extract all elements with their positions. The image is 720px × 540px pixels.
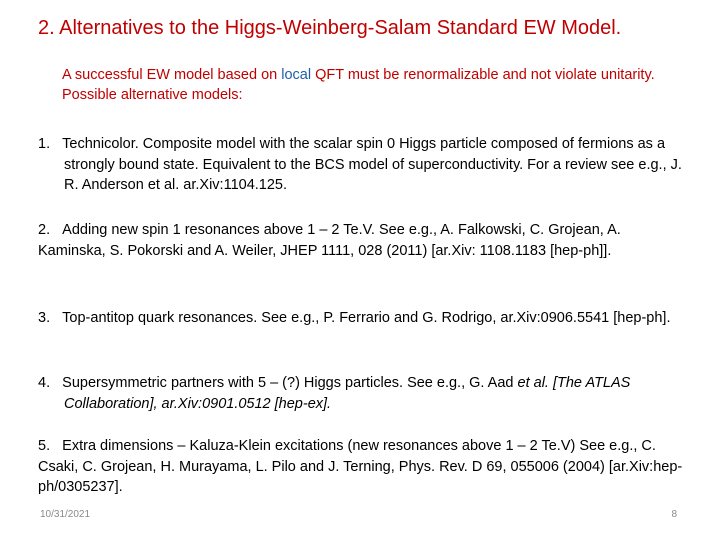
supersymmetry-text: 4. Supersymmetric partners with 5 – (?) Higgs particles. See e.g., G. Aad (38, 375, 518, 391)
intro-text-end: QFT must be renormalizable and not violate unitarity. Possible alternative models: (62, 67, 655, 103)
intro-paragraph (62, 65, 682, 105)
slide-title: 2. Alternatives to the Higgs-Weinberg-Salam Standard EW Model. (38, 17, 622, 39)
list-item-supersymmetry (38, 373, 688, 414)
page-number: 8 (671, 509, 677, 520)
list-item-spin1-resonances: 2. Adding new spin 1 resonances above 1 – 2 Te.V. See e.g., A. Falkowski, C. Grojean, A. Kaminska, S. Pokorski and A. Weiler, JHEP 1111, 028 (2011) [ar.Xiv: 1108.1183 [hep-ph]]. (38, 222, 621, 259)
list-item-top-antitop: 3. Top-antitop quark resonances. See e.g., P. Ferrario and G. Rodrigo, ar.Xiv:0906.5541 [hep-ph]. (38, 310, 671, 326)
intro-text-start: A successful EW model based on (62, 67, 282, 83)
supersymmetry-reference: et al. [The ATLAS Collaboration], ar.Xiv:0901.0512 [hep-ex]. (64, 375, 631, 412)
list-item-technicolor: 1. Technicolor. Composite model with the scalar spin 0 Higgs particle composed of fermions as a strongly bound state. Equivalent to the BCS model of superconductivity. For a review see e.g., J. R. Anderson et al. ar.Xiv:1104.125. (38, 136, 682, 193)
footer-date: 10/31/2021 (40, 509, 91, 520)
list-item-extra-dimensions: 5. Extra dimensions – Kaluza-Klein excitations (new resonances above 1 – 2 Te.V) See e.g., C. Csaki, C. Grojean, H. Murayama, L. Pilo and J. Terning, Phys. Rev. D 69, 055006 (2004) [ar.Xiv:hep-ph/0305237]. (38, 438, 683, 495)
intro-local-word: local (281, 67, 312, 83)
